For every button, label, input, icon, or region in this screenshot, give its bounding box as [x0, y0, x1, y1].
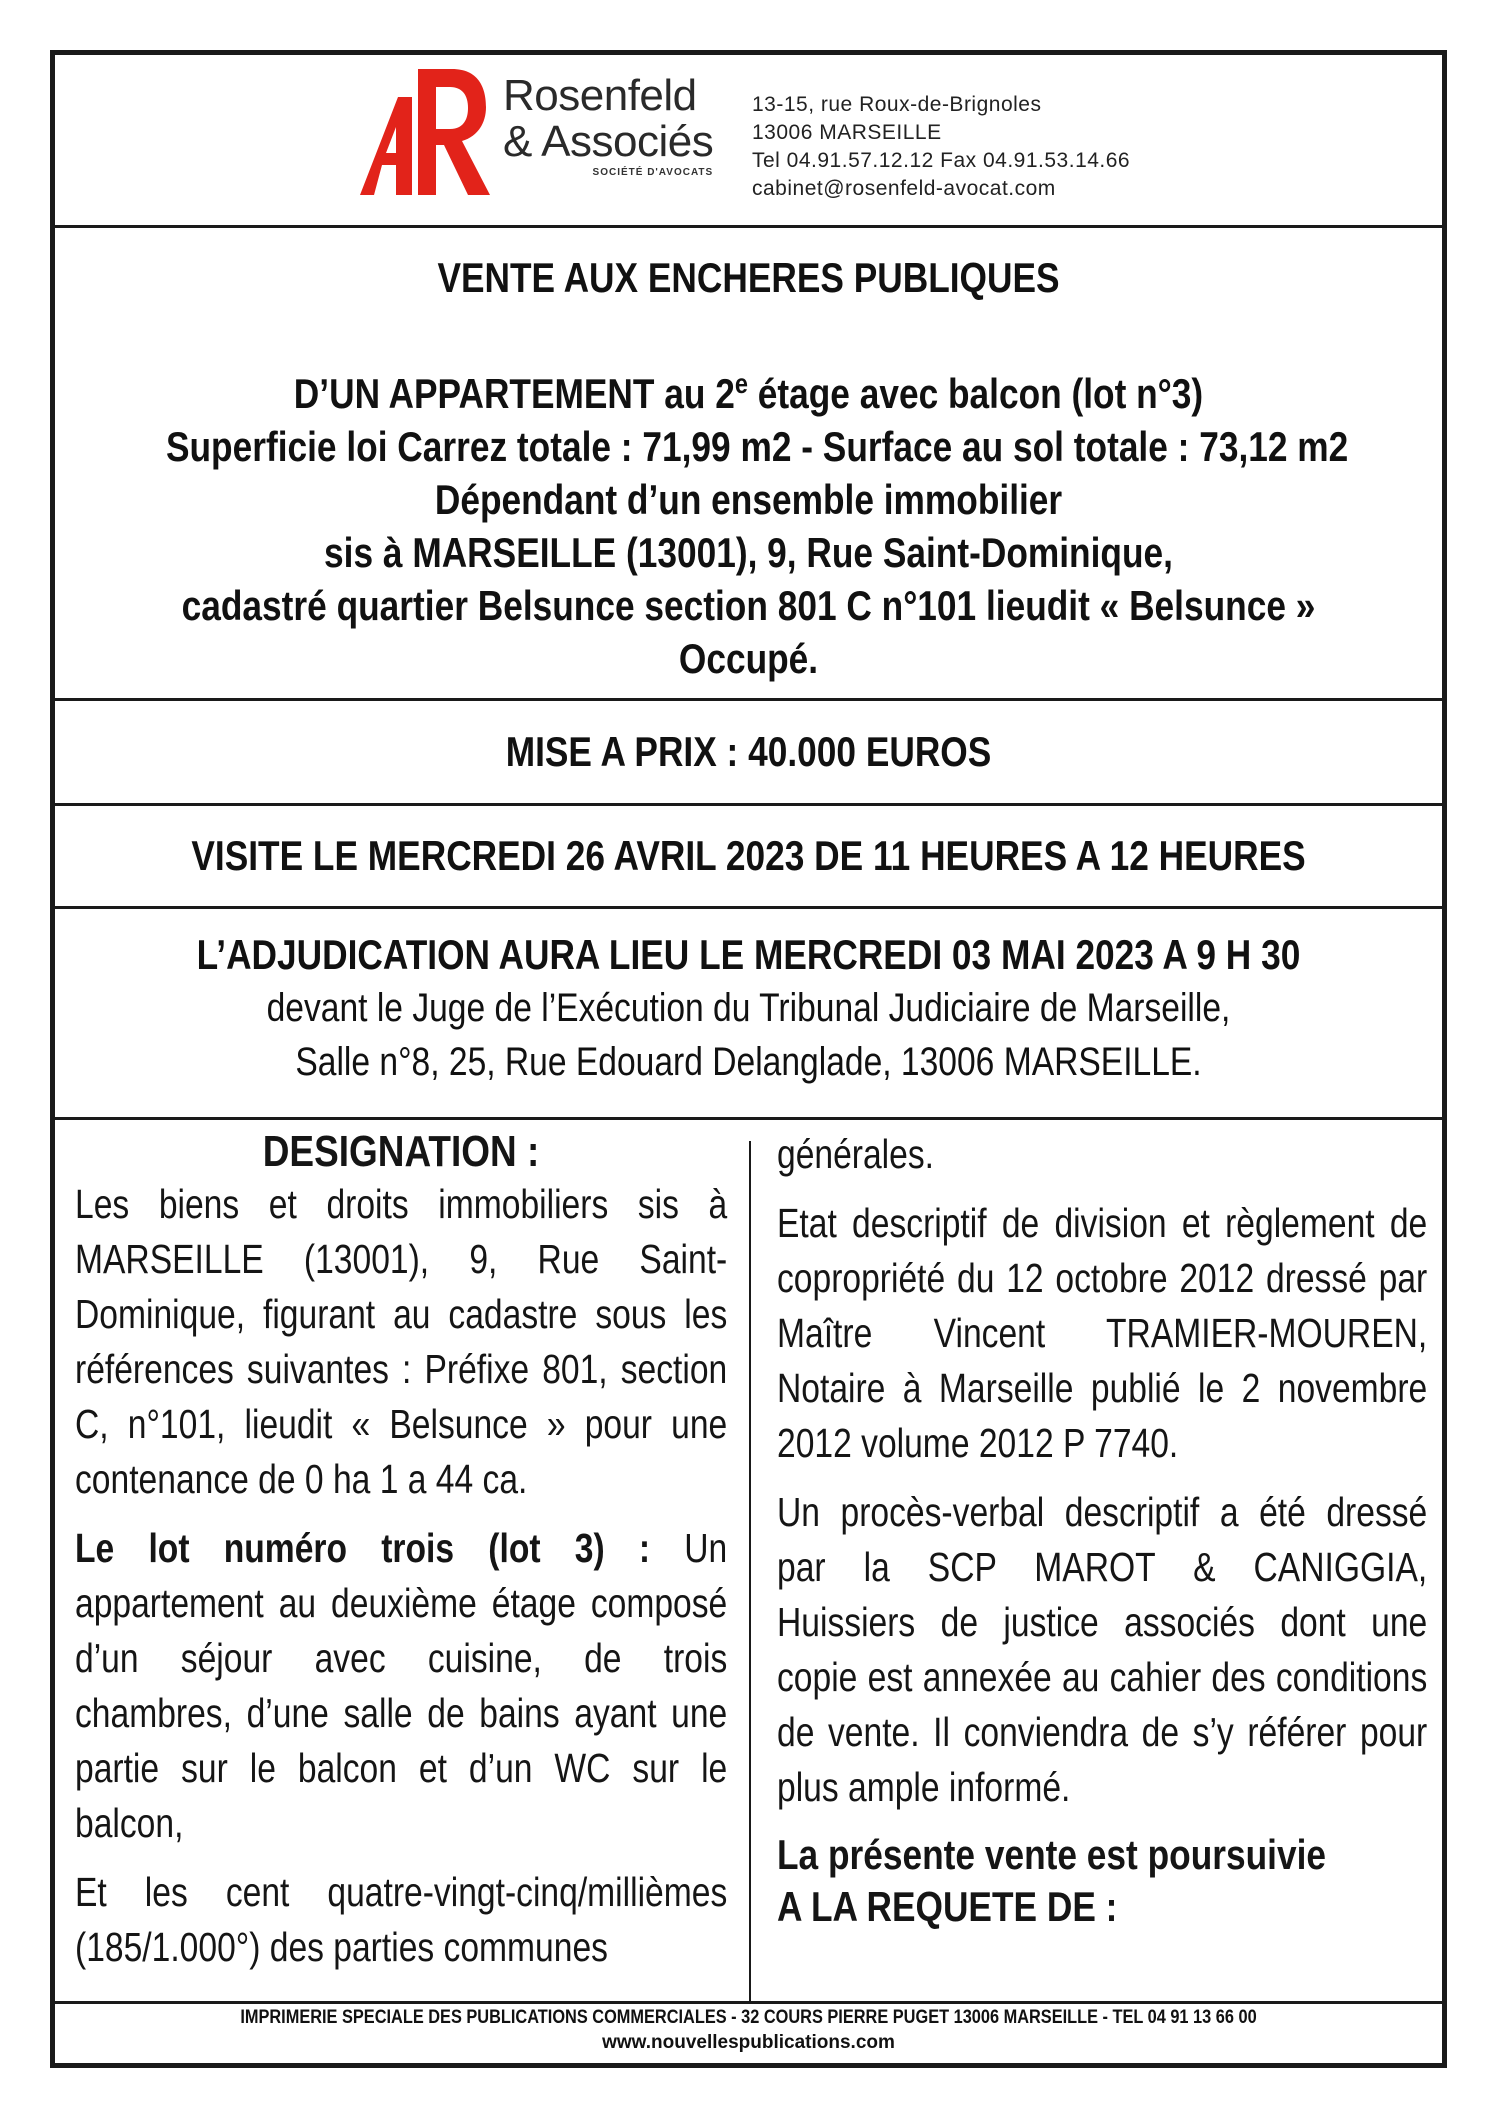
adjudication-line-1: devant le Juge de l’Exécution du Tribunal Judiciaire de Marseille, — [266, 986, 1231, 1030]
continuation-text: générales. — [777, 1131, 935, 1177]
etat-descriptif-paragraph: Etat descriptif de division et règlement de copropriété du 12 octobre 2012 dressé par Maître Vincent TRAMIER-MOUREN, Notaire à Marseille publié le 2 novembre 2012 volume 2012 P 7740. — [777, 1200, 1428, 1466]
brand-block — [503, 73, 713, 178]
adjudication-heading: L’ADJUDICATION AURA LIEU LE MERCREDI 03 MAI 2023 A 9 H 30 — [196, 931, 1301, 978]
title-section — [55, 251, 1442, 685]
address-block — [752, 91, 1130, 203]
divider — [55, 1117, 1442, 1120]
footer-printer: IMPRIMERIE SPECIALE DES PUBLICATIONS COMMERCIALES - 32 COURS PIERRE PUGET 13006 MARSEILLE - TEL 04 91 13 66 00 — [240, 2007, 1257, 2028]
title-line-5: cadastré quartier Belsunce section 801 C n°101 lieudit « Belsunce » — [181, 582, 1316, 629]
right-column — [777, 1127, 1427, 1933]
mise-a-prix: MISE A PRIX : 40.000 EUROS — [505, 728, 992, 775]
left-column — [75, 1127, 727, 1989]
visite-section — [55, 830, 1442, 882]
header — [55, 55, 1442, 225]
body-columns — [55, 1127, 1442, 2001]
address-city: 13006 MARSEILLE — [752, 121, 942, 144]
adjudication-line-2: Salle n°8, 25, Rue Edouard Delanglade, 13006 MARSEILLE. — [295, 1040, 1202, 1084]
title-line-6: Occupé. — [678, 635, 819, 682]
closing-line-1: La présente vente est poursuivie — [777, 1831, 1327, 1878]
title-line-2: Superficie loi Carrez totale : 71,99 m2 - Surface au sol totale : 73,12 m2 — [165, 423, 1349, 470]
parts-paragraph: Et les cent quatre-vingt-cinq/millièmes (185/1.000°) des parties communes — [75, 1869, 728, 1970]
lot-heading: Le lot numéro trois (lot 3) : — [75, 1525, 651, 1571]
divider — [55, 698, 1442, 701]
column-separator — [749, 1141, 751, 2001]
divider — [55, 906, 1442, 909]
title-line-1-end: étage avec balcon (lot n°3) — [747, 370, 1204, 417]
divider — [55, 2001, 1442, 2004]
divider — [55, 225, 1442, 228]
announcement-frame — [50, 50, 1447, 2068]
address-phone: Tel 04.91.57.12.12 Fax 04.91.53.14.66 — [752, 149, 1131, 172]
title-line-3: Dépendant d’un ensemble immobilier — [434, 476, 1063, 523]
page-title: VENTE AUX ENCHERES PUBLIQUES — [437, 254, 1060, 301]
rosenfeld-logo-icon — [360, 67, 490, 197]
divider — [55, 803, 1442, 806]
lot-paragraph — [75, 1521, 727, 1851]
title-line-4: sis à MARSEILLE (13001), 9, Rue Saint-Dominique, — [324, 529, 1173, 576]
address-street: 13-15, rue Roux-de-Brignoles — [752, 93, 1042, 116]
title-superscript: e — [734, 368, 748, 399]
lot-description: Un appartement au deuxième étage composé d’un séjour avec cuisine, de trois chambres, d’une salle de bains ayant une partie sur le balcon et d’un WC sur le balcon, — [75, 1525, 728, 1846]
adjudication-section — [55, 929, 1442, 1089]
designation-paragraph: Les biens et droits immobiliers sis à MARSEILLE (13001), 9, Rue Saint-Dominique, figurant au cadastre sous les références suivantes : Préfixe 801, section C, n°101, lieudit « Belsunce » pour une contenance de 0 ha 1 a 44 ca. — [75, 1181, 728, 1502]
proces-verbal-paragraph: Un procès-verbal descriptif a été dressé par la SCP MAROT & CANIGGIA, Huissiers de justice associés dont une copie est annexée au cahier des conditions de vente. Il conviendra de s’y référer pour plus ample informé. — [777, 1489, 1428, 1810]
mise-a-prix-section — [55, 726, 1442, 778]
closing-line-2: A LA REQUETE DE : — [777, 1883, 1118, 1930]
footer-website: www.nouvellespublications.com — [602, 2032, 895, 2053]
address-email: cabinet@rosenfeld-avocat.com — [752, 177, 1056, 200]
footer — [55, 2005, 1442, 2055]
brand-subtitle: SOCIÉTÉ D'AVOCATS — [592, 167, 714, 178]
visite-date: VISITE LE MERCREDI 26 AVRIL 2023 DE 11 HEURES A 12 HEURES — [191, 832, 1306, 879]
title-line-1 — [166, 357, 1331, 420]
brand-name-line2: & Associés — [503, 117, 714, 166]
title-line-1-text: D’UN APPARTEMENT au 2 — [293, 370, 735, 417]
brand-name-line1: Rosenfeld — [503, 71, 697, 120]
designation-title: DESIGNATION : — [262, 1127, 540, 1176]
